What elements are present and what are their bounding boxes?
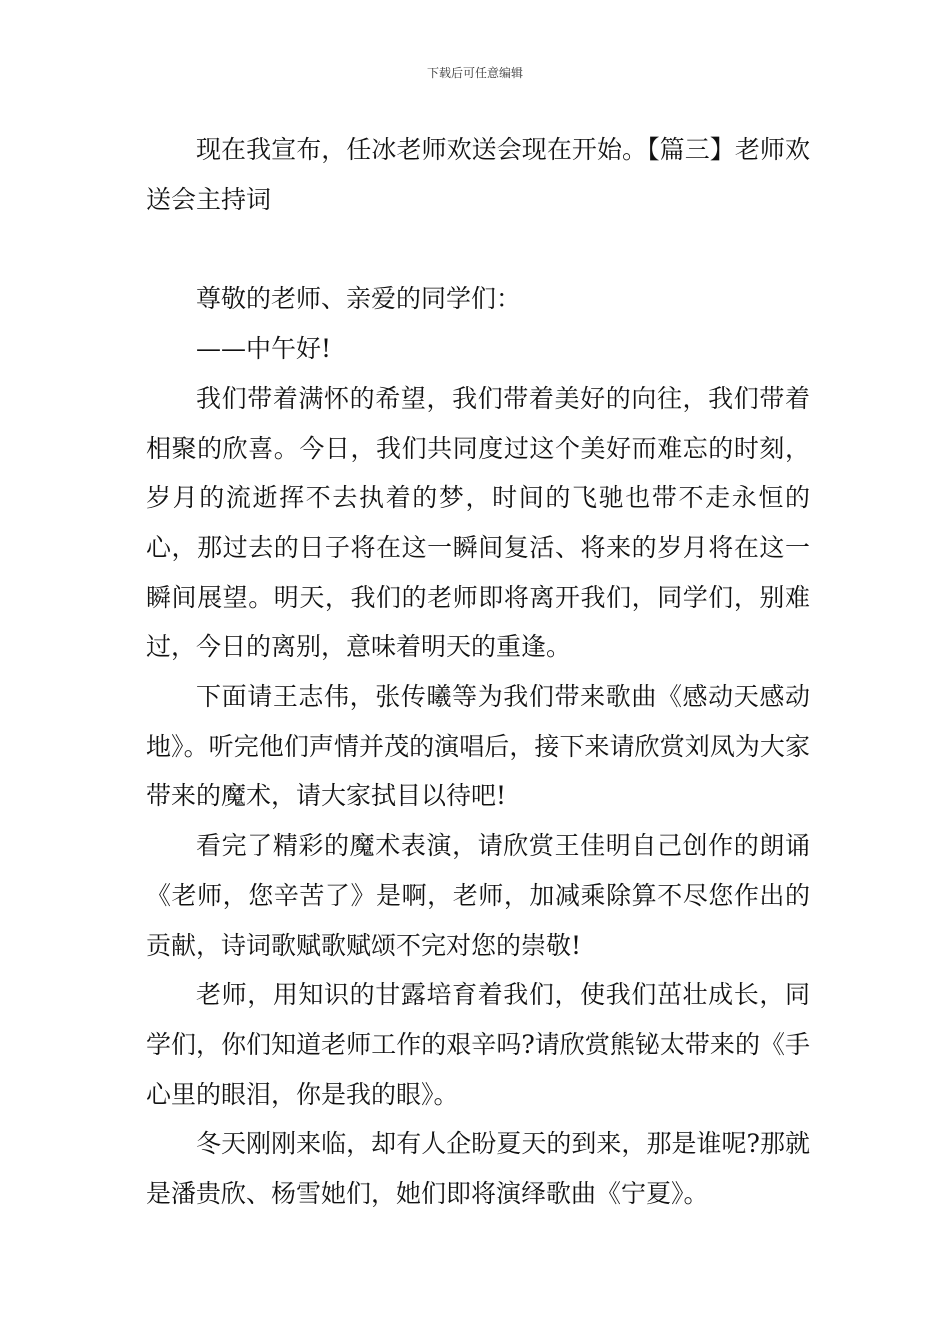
paragraph-announcement: 现在我宣布，任冰老师欢送会现在开始。【篇三】老师欢送会主持词: [146, 135, 810, 214]
paragraph-recitation-intro: 看完了精彩的魔术表演，请欣赏王佳明自己创作的朗诵《老师，您辛苦了》是啊，老师，加减乘除算不尽您作出的贡献，诗词歌赋歌赋颂不完对您的崇敬!: [146, 831, 810, 960]
paragraph-greeting: ——中午好!: [196, 334, 332, 364]
paragraph-opening: 我们带着满怀的希望，我们带着美好的向往，我们带着相聚的欣喜。今日，我们共同度过这个美好而难忘的时刻，岁月的流逝挥不去执着的梦，时间的飞驰也带不走永恒的心，那过去的日子将在这一瞬间复活、将来的岁月将在这一瞬间展望。明天，我们的老师即将离开我们，同学们，别难过，今日的离别，意味着明天的重逢。: [146, 383, 810, 662]
paragraph-summer-song: 冬天刚刚来临，却有人企盼夏天的到来，那是谁呢?那就是潘贵欣、杨雪她们，她们即将演绎歌曲《宁夏》。: [146, 1129, 810, 1209]
paragraph-teacher-tribute: 老师，用知识的甘露培育着我们，使我们茁壮成长，同学们，你们知道老师工作的艰辛吗?请欣赏熊铋太带来的《手心里的眼泪，你是我的眼》。: [146, 980, 810, 1109]
blank-line: [146, 224, 810, 274]
document-body: [146, 125, 810, 1219]
page-header: 下载后可任意编辑: [426, 66, 523, 80]
paragraph-song-intro: 下面请王志伟，张传曦等为我们带来歌曲《感动天感动地》。听完他们声情并茂的演唱后，接下来请欣赏刘凤为大家带来的魔术，请大家拭目以待吧!: [146, 682, 810, 811]
paragraph-salutation: 尊敬的老师、亲爱的同学们：: [196, 284, 522, 314]
